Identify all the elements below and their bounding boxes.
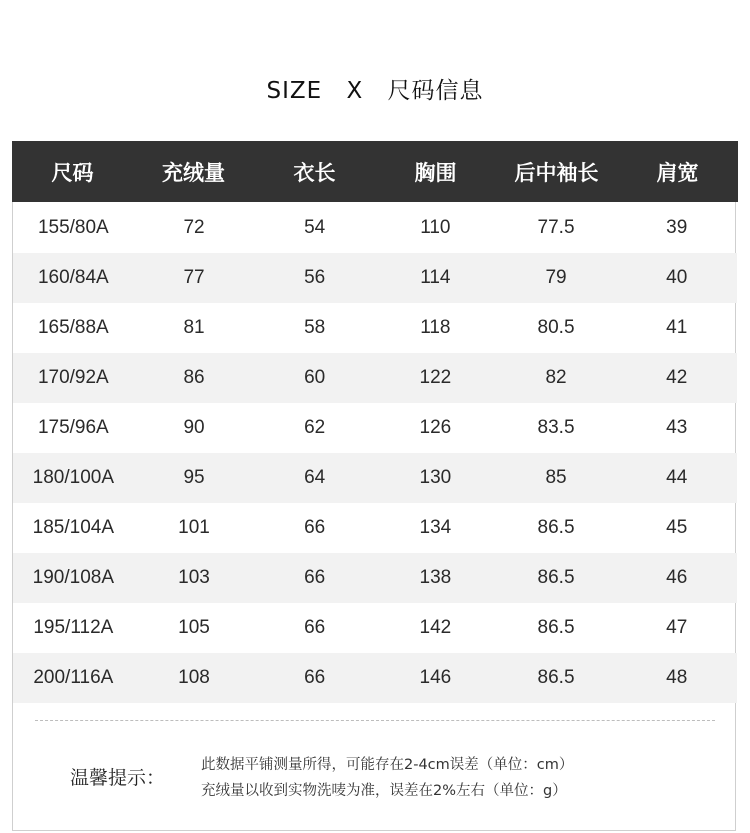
header-size: 尺码 — [51, 160, 94, 185]
cell-down-fill: 95 — [183, 467, 205, 488]
cell-shoulder: 48 — [666, 667, 688, 688]
cell-size: 200/116A — [33, 667, 114, 688]
header-down-fill: 充绒量 — [162, 160, 225, 185]
cell-chest: 110 — [420, 217, 451, 238]
cell-length: 56 — [304, 267, 326, 288]
cell-sleeve: 80.5 — [537, 317, 575, 338]
cell-shoulder: 43 — [666, 417, 688, 438]
cell-sleeve: 79 — [545, 267, 567, 288]
cell-down-fill: 90 — [183, 417, 205, 438]
cell-length: 64 — [304, 467, 326, 488]
tips-label: 温馨提示： — [70, 767, 166, 789]
table-row — [13, 353, 737, 403]
cell-chest: 142 — [419, 617, 452, 638]
cell-down-fill: 101 — [178, 517, 210, 538]
table-row — [13, 403, 737, 453]
table-row — [13, 653, 737, 703]
table-body — [13, 203, 737, 703]
cell-size: 165/88A — [37, 317, 109, 338]
cell-sleeve: 85 — [545, 467, 567, 488]
cell-length: 66 — [304, 567, 326, 588]
cell-sleeve: 86.5 — [537, 567, 575, 588]
cell-shoulder: 41 — [666, 317, 688, 338]
cell-chest: 122 — [419, 367, 452, 388]
cell-down-fill: 81 — [183, 317, 205, 338]
table-row — [13, 553, 737, 603]
cell-sleeve: 77.5 — [537, 217, 575, 238]
page-title — [0, 72, 750, 105]
cell-down-fill: 86 — [183, 367, 205, 388]
cell-down-fill: 108 — [178, 667, 210, 688]
cell-shoulder: 45 — [666, 517, 688, 538]
cell-shoulder: 46 — [666, 567, 688, 588]
cell-chest: 114 — [420, 267, 451, 288]
cell-shoulder: 42 — [666, 367, 688, 388]
cell-chest: 146 — [419, 667, 452, 688]
cell-length: 66 — [304, 517, 326, 538]
cell-down-fill: 77 — [183, 267, 205, 288]
cell-shoulder: 40 — [666, 267, 688, 288]
header-sleeve: 后中袖长 — [514, 160, 599, 185]
cell-chest: 126 — [419, 417, 452, 438]
cell-down-fill: 72 — [183, 217, 205, 238]
cell-size: 195/112A — [33, 617, 114, 638]
cell-sleeve: 86.5 — [537, 517, 575, 538]
table-row — [13, 453, 737, 503]
cell-shoulder: 47 — [666, 617, 688, 638]
cell-length: 62 — [304, 417, 326, 438]
cell-sleeve: 86.5 — [537, 667, 575, 688]
table-row — [13, 603, 737, 653]
tips-line-measurement: 此数据平铺测量所得，可能存在2-4cm误差（单位：cm） — [201, 757, 574, 773]
cell-size: 175/96A — [37, 417, 109, 438]
dashed-divider — [35, 720, 715, 721]
cell-chest: 134 — [419, 517, 452, 538]
cell-down-fill: 103 — [178, 567, 210, 588]
cell-length: 54 — [304, 217, 326, 238]
cell-size: 180/100A — [32, 467, 115, 488]
cell-length: 60 — [304, 367, 326, 388]
cell-length: 58 — [304, 317, 326, 338]
header-shoulder: 肩宽 — [656, 160, 699, 185]
cell-sleeve: 83.5 — [537, 417, 575, 438]
cell-chest: 118 — [420, 317, 451, 338]
table-row — [13, 503, 737, 553]
cell-shoulder: 44 — [666, 467, 688, 488]
cell-sleeve: 82 — [545, 367, 567, 388]
table-header — [12, 141, 738, 202]
cell-chest: 138 — [419, 567, 452, 588]
cell-chest: 130 — [419, 467, 452, 488]
cell-shoulder: 39 — [666, 217, 688, 238]
tips-notes — [201, 752, 573, 804]
tips-line-down-fill: 充绒量以收到实物洗唛为准，误差在2%左右（单位：g） — [201, 783, 567, 799]
title-separator: X — [346, 78, 364, 104]
cell-length: 66 — [304, 667, 326, 688]
table-row — [13, 303, 737, 353]
cell-sleeve: 86.5 — [537, 617, 575, 638]
cell-size: 160/84A — [37, 267, 109, 288]
cell-down-fill: 105 — [178, 617, 210, 638]
cell-length: 66 — [304, 617, 326, 638]
header-chest: 胸围 — [414, 160, 457, 185]
title-size-info: 尺码信息 — [387, 78, 484, 104]
cell-size: 190/108A — [32, 567, 115, 588]
cell-size: 185/104A — [32, 517, 115, 538]
title-size: SIZE — [266, 78, 323, 104]
cell-size: 155/80A — [37, 217, 109, 238]
header-length: 衣长 — [293, 160, 336, 185]
cell-size: 170/92A — [37, 367, 109, 388]
table-row — [13, 203, 737, 253]
table-row — [13, 253, 737, 303]
